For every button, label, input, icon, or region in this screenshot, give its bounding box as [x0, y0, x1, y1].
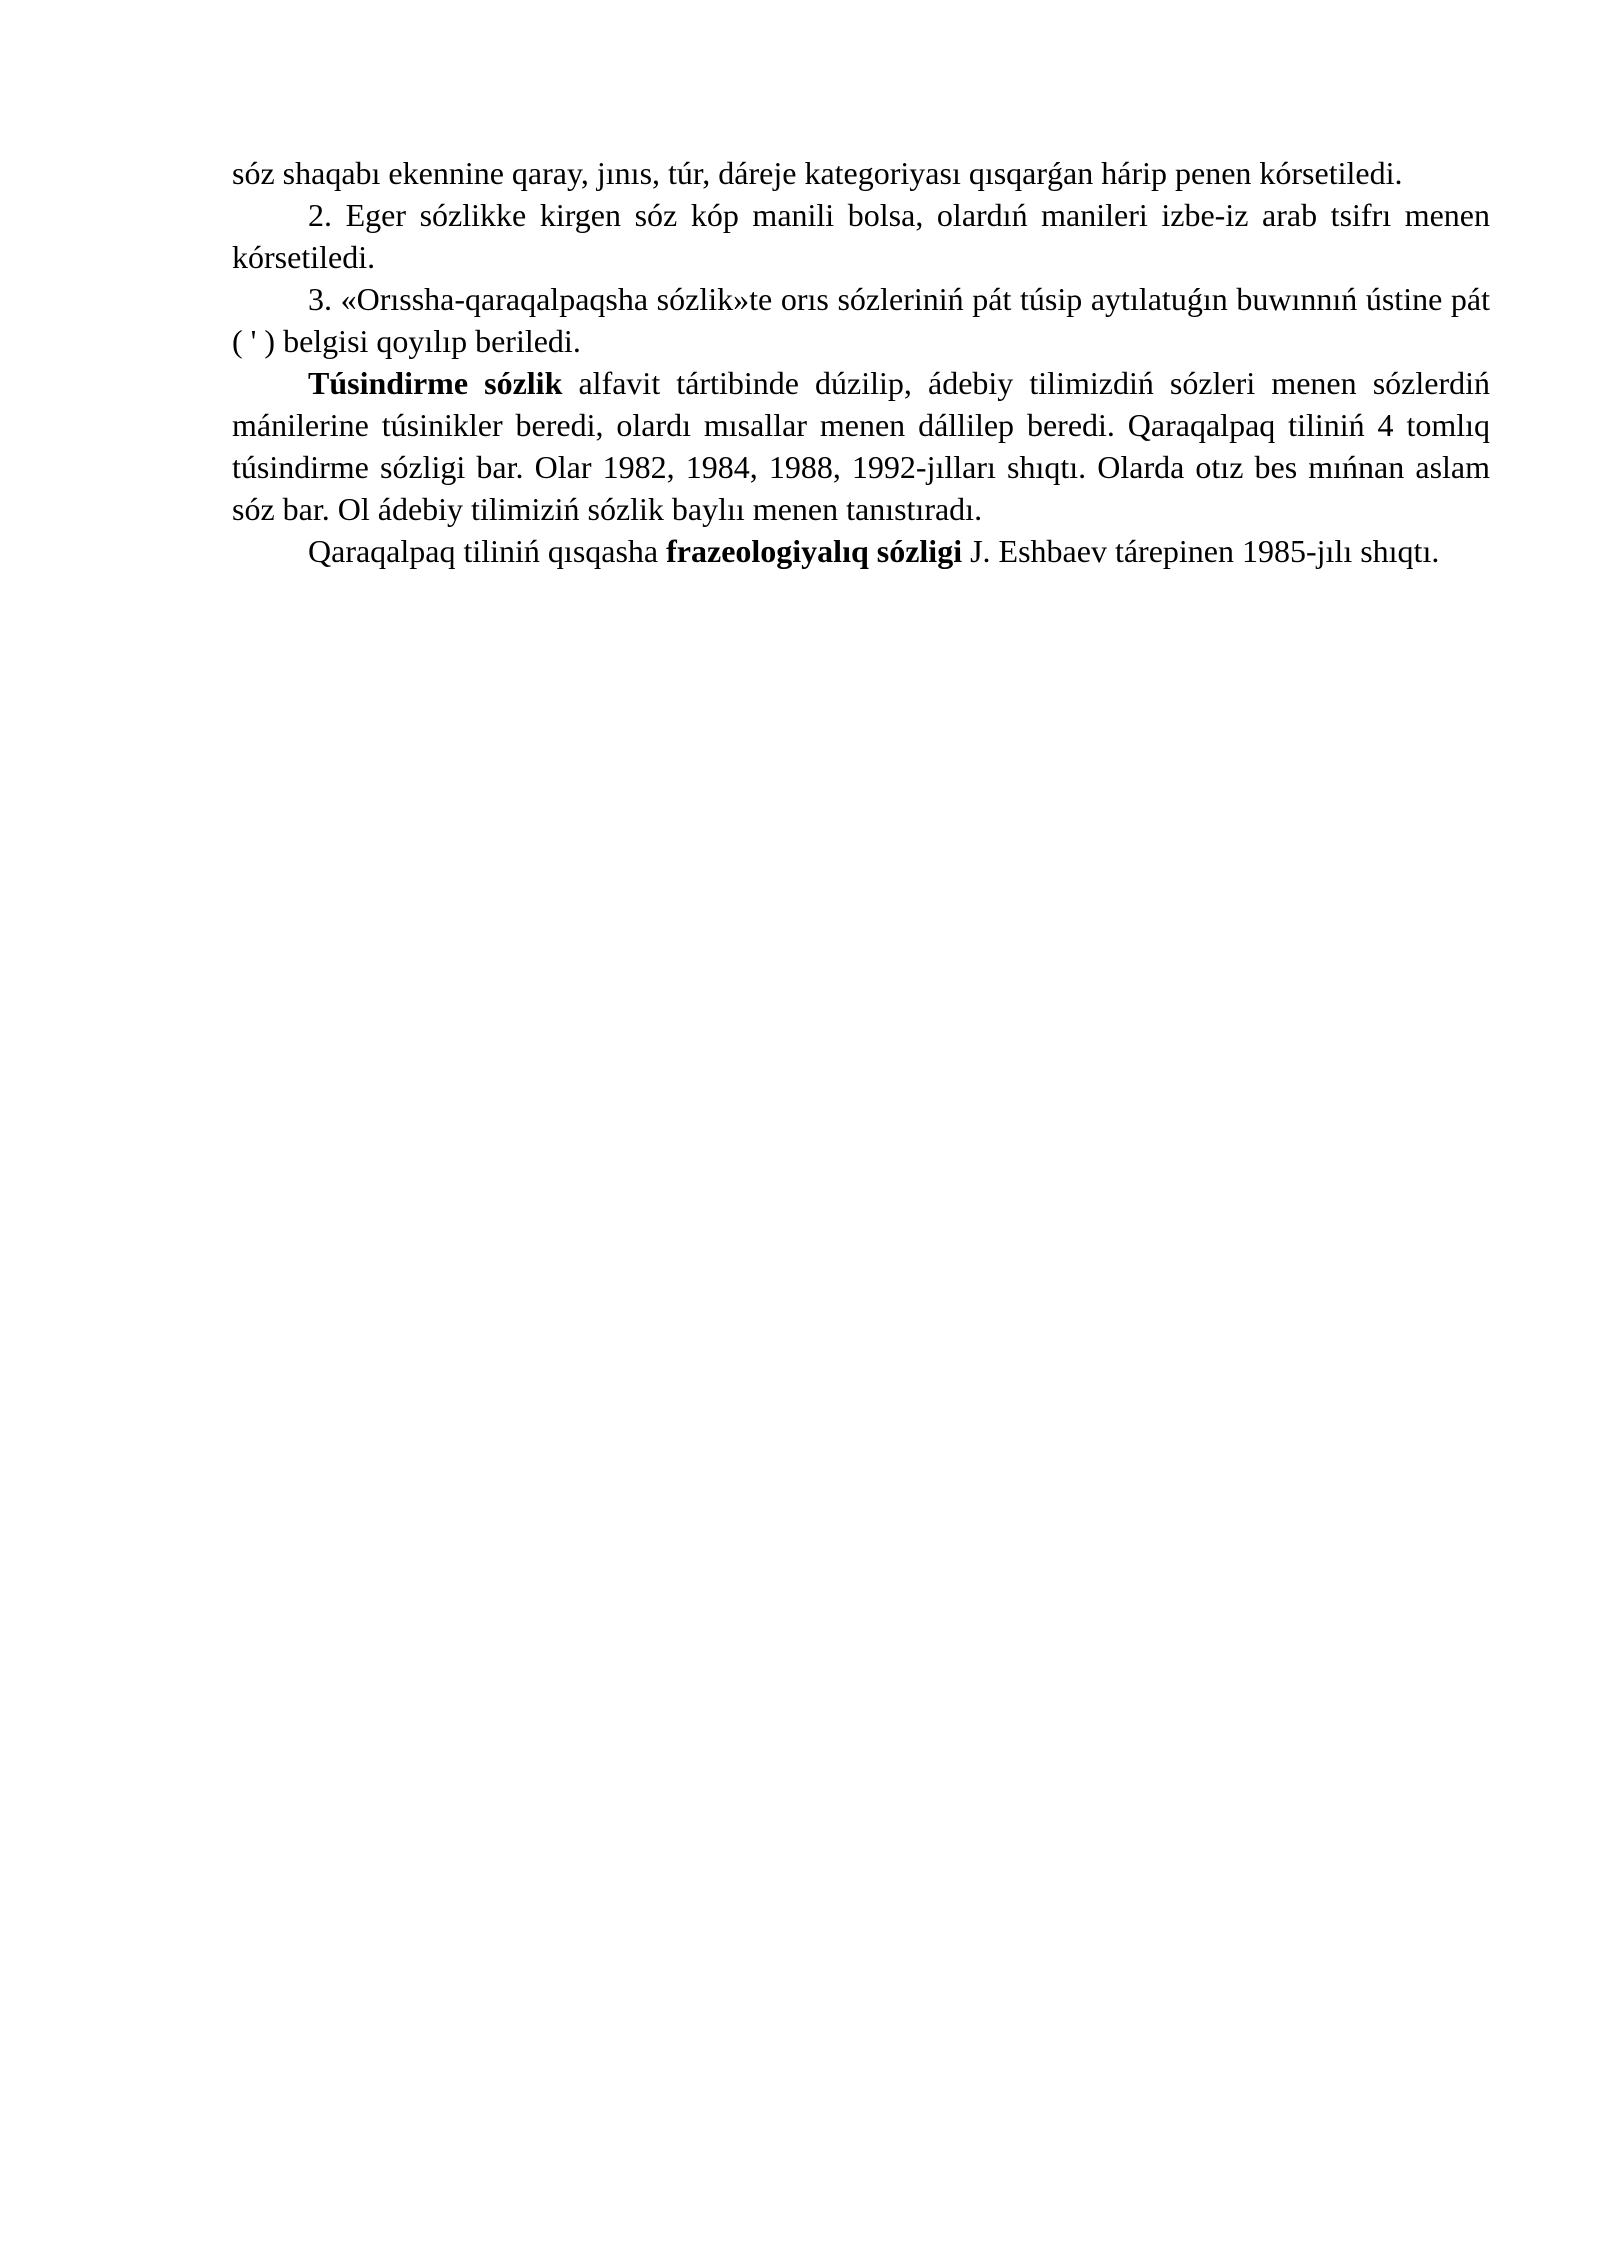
paragraph-1: [232, 152, 1490, 194]
paragraph-3: [232, 278, 1490, 362]
paragraph-5-lead: Qaraqalpaq tiliniń qısqasha: [308, 533, 667, 569]
term-tusindirme-sozlik: Túsindirme sózlik: [308, 365, 563, 401]
paragraph-2: [232, 194, 1490, 278]
paragraph-1-text: sóz shaqabı ekennine qaray, jınıs, túr, dáreje kategoriyası qısqarǵan hárip penen kórsetiledi.: [232, 155, 1403, 191]
document-body: [232, 152, 1490, 572]
term-frazeologiyaliq-sozligi: frazeologiyalıq sózligi: [666, 533, 963, 569]
paragraph-4: [232, 362, 1490, 530]
paragraph-5-text: J. Eshbaev tárepinen 1985-jılı shıqtı.: [962, 533, 1440, 569]
paragraph-2-text: 2. Eger sózlikke kirgen sóz kóp manili bolsa, olardıń manileri izbe-iz arab tsifrı menen kórsetiledi.: [232, 197, 1490, 275]
paragraph-4-text: alfavit tártibinde dúzilip, ádebiy tilimizdiń sózleri menen sózlerdiń mánilerine túsinikler beredi, olardı mısallar menen dállilep beredi. Qaraqalpaq tiliniń 4 tomlıq túsindirme sózligi bar. Olar 1982, 1984, 1988, 1992-jılları shıqtı. Olarda otız bes mıńnan aslam sóz bar. Ol ádebiy tilimiziń sózlik baylıı menen tanıstıradı.: [232, 365, 1491, 527]
paragraph-3-text: 3. «Orıssha-qaraqalpaqsha sózlik»te orıs sózleriniń pát túsip aytılatuǵın buwınnıń ústine pát ( ' ) belgisi qoyılıp beriledi.: [232, 281, 1490, 359]
paragraph-5: [232, 530, 1490, 572]
